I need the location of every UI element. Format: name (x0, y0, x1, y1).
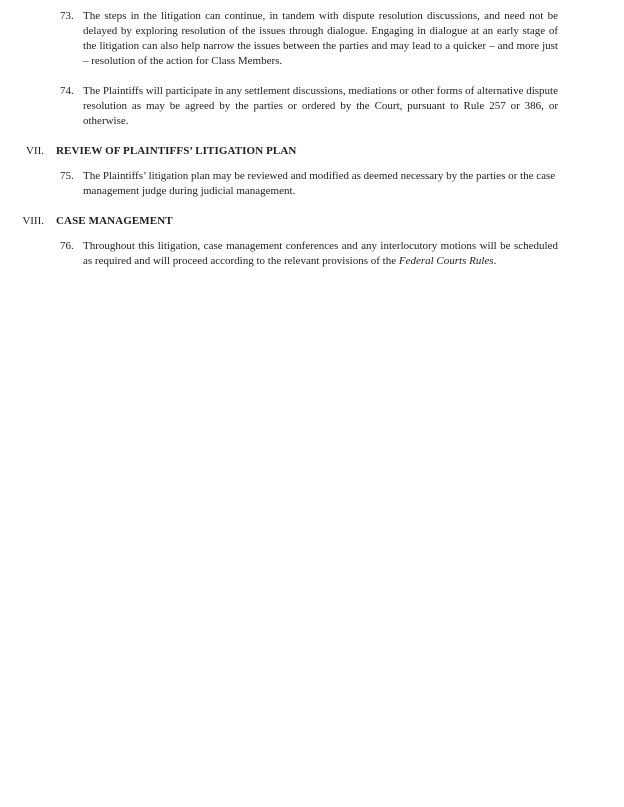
paragraph-text (83, 84, 558, 129)
paragraph-text (83, 9, 558, 69)
paragraph-run-italic: Federal Courts Rules (398, 255, 494, 267)
paragraph-run: The steps in the litigation can continue, in tandem with dispute resolution discussions, and need not be delayed by exploring resolution of the issues through dialogue. Engaging in dialogue at an early stage of the litigation can also help narrow the issues between the parties and may lead to a quicker – and more just – resolution of the action for Class Members. (83, 10, 558, 67)
paragraph-number: 75. (60, 170, 74, 182)
section-title: REVIEW OF PLAINTIFFS’ LITIGATION PLAN (56, 145, 297, 157)
section-title: CASE MANAGEMENT (56, 215, 173, 227)
paragraph-number: 73. (60, 10, 74, 22)
numbered-paragraph (60, 84, 558, 129)
paragraph-run: Throughout this litigation, case management conferences and any interlocutory motions will be scheduled as required and will proceed according to the relevant provisions of the (83, 240, 558, 267)
paragraph-text (83, 239, 558, 269)
paragraph-text (83, 169, 558, 199)
numbered-paragraph (60, 9, 558, 69)
section-heading (0, 214, 558, 229)
section-numeral: VIII. (22, 215, 44, 227)
section-numeral: VII. (25, 145, 44, 157)
document-body (0, 0, 624, 269)
paragraph-number: 76. (60, 240, 74, 252)
numbered-paragraph (60, 169, 558, 199)
paragraph-run: The Plaintiffs will participate in any settlement discussions, mediations or other forms of alternative dispute resolution as may be agreed by the parties or ordered by the Court, pursuant to Rule 257 or 386, or otherwise. (83, 85, 558, 127)
numbered-paragraph (60, 239, 558, 269)
paragraph-run: The Plaintiffs’ litigation plan may be reviewed and modified as deemed necessary by the parties or the case management judge during judicial management. (83, 170, 556, 197)
section-heading (0, 144, 558, 159)
paragraph-number: 74. (60, 85, 74, 97)
paragraph-run: . (493, 255, 497, 267)
